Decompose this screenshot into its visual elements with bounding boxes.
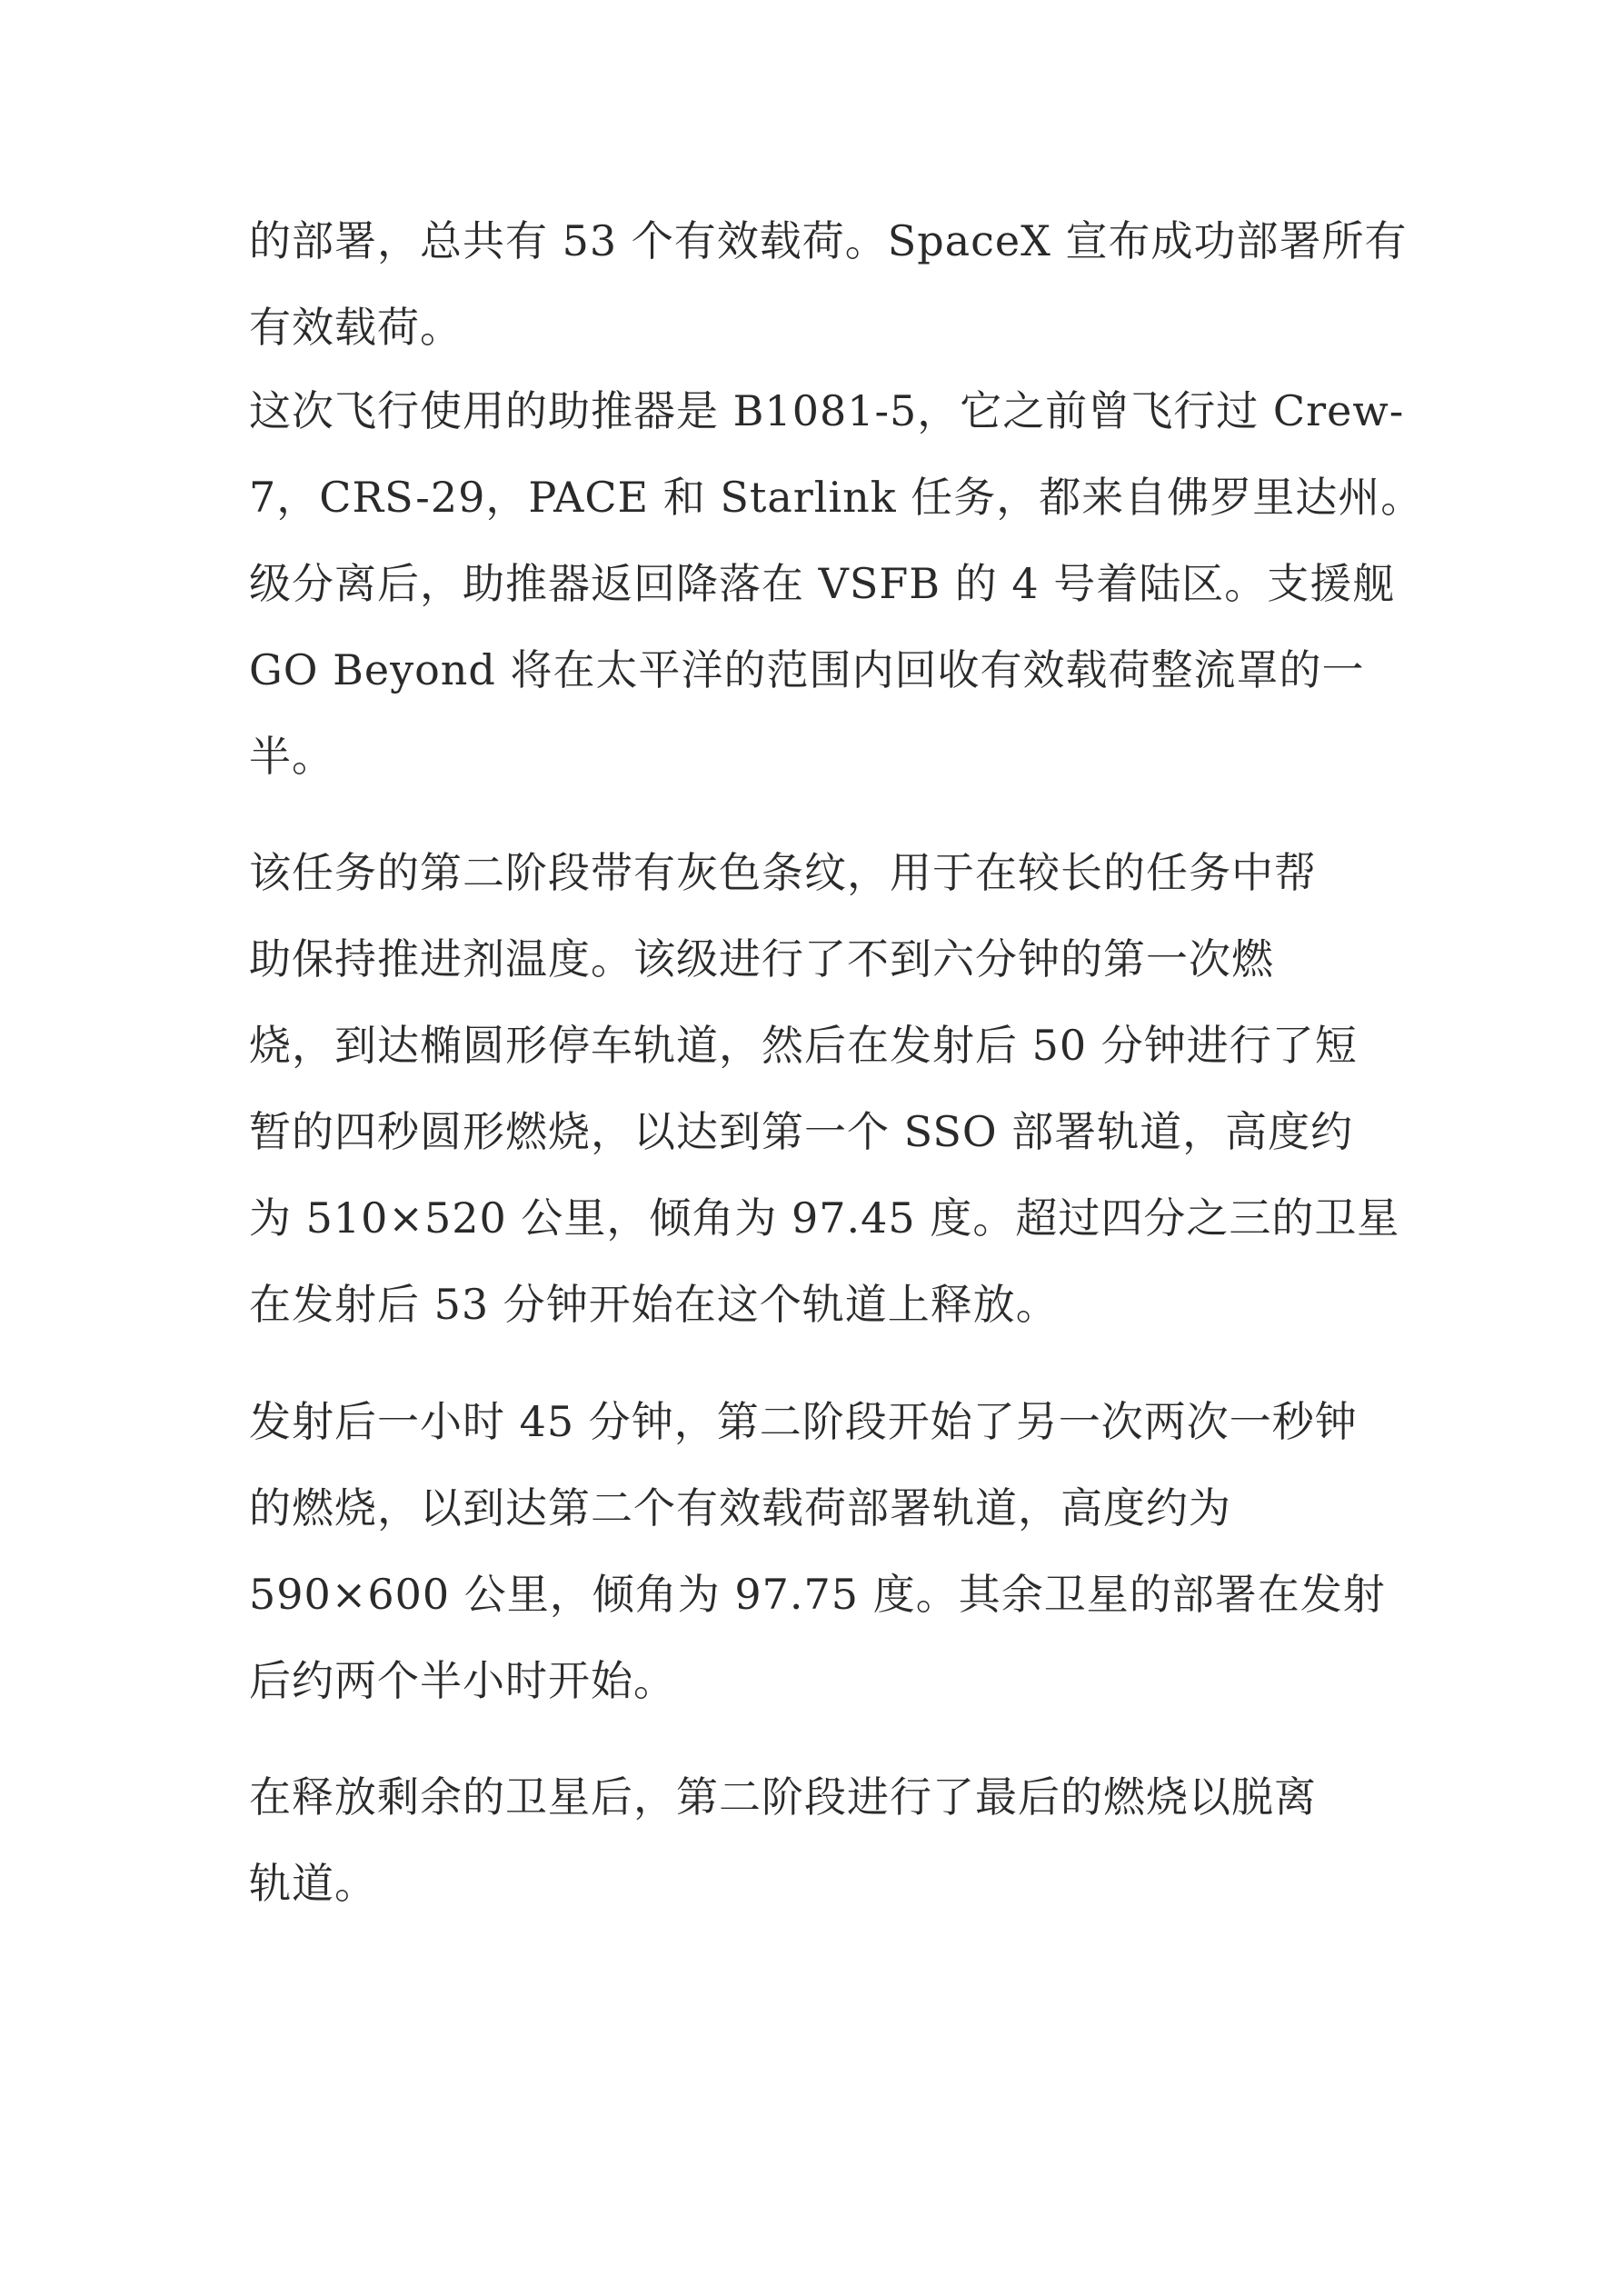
- paragraph-booster-info: [249, 368, 1424, 800]
- text-line: 半。: [249, 732, 334, 781]
- text-line: 后约两个半小时开始。: [249, 1656, 676, 1705]
- text-line: 7，CRS-29，PACE 和 Starlink 任务，都来自佛罗里达州。: [249, 473, 1424, 522]
- text-line: 的燃烧，以到达第二个有效载荷部署轨道，高度约为: [249, 1483, 1231, 1532]
- text-line: 烧，到达椭圆形停车轨道，然后在发射后 50 分钟进行了短: [249, 1021, 1358, 1070]
- text-line: 在释放剩余的卫星后，第二阶段进行了最后的燃烧以脱离: [249, 1772, 1317, 1822]
- text-line: 的部署，总共有 53 个有效载荷。SpaceX 宣布成功部署所有: [249, 216, 1408, 265]
- text-line: 为 510×520 公里，倾角为 97.45 度。超过四分之三的卫星: [249, 1193, 1400, 1243]
- paragraph-deorbit-burn: [249, 1754, 1376, 1927]
- text-line: 级分离后，助推器返回降落在 VSFB 的 4 号着陆区。支援舰: [249, 559, 1396, 608]
- text-line: 这次飞行使用的助推器是 B1081-5，它之前曾飞行过 Crew-: [249, 386, 1405, 435]
- text-line: 助保持推进剂温度。该级进行了不到六分钟的第一次燃: [249, 934, 1274, 983]
- text-line: 该任务的第二阶段带有灰色条纹，用于在较长的任务中帮: [249, 848, 1317, 897]
- text-line: GO Beyond 将在太平洋的范围内回收有效载荷整流罩的一: [249, 645, 1365, 694]
- text-line: 暂的四秒圆形燃烧，以达到第一个 SSO 部署轨道，高度约: [249, 1107, 1354, 1156]
- text-line: 在发射后 53 分钟开始在这个轨道上释放。: [249, 1280, 1059, 1329]
- text-line: 发射后一小时 45 分钟，第二阶段开始了另一次两次一秒钟: [249, 1397, 1358, 1446]
- text-line: 有效载荷。: [249, 303, 463, 352]
- paragraph-second-deployment-orbit: [249, 1379, 1386, 1724]
- text-line: 轨道。: [249, 1859, 377, 1908]
- paragraph-second-stage-first-burn: [249, 830, 1400, 1348]
- text-line: 590×600 公里，倾角为 97.75 度。其余卫星的部署在发射: [249, 1570, 1386, 1619]
- paragraph-deployment-summary: [249, 198, 1408, 371]
